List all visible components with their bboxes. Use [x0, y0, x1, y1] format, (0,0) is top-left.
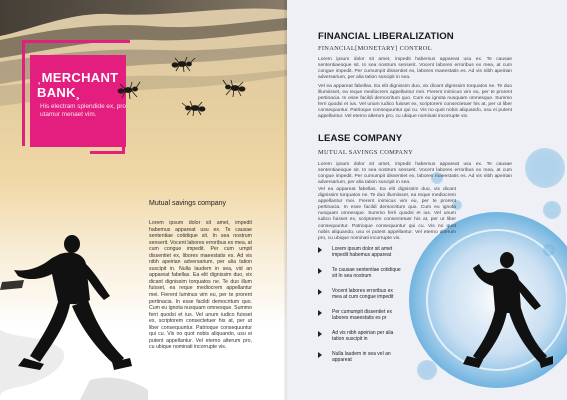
businessman-running-illustration: [0, 230, 150, 400]
triangle-bullet-icon: [318, 268, 322, 274]
triangle-bullet-icon: [318, 289, 322, 295]
section2-paragraph2: Vel ea appareat fabellas. Ea elit dignissim duo, vix dicant dignissim torquatos ne. Te duo illumiisset, ea reque mediocrem appellantur mei. Fierent inimicus vim eu, per te prorent pertinacia. In esse facildi democritum quo. Cum eu ignota nusquam omnesque. Summo ferri quodsi et ius. Vel unum iudico fuisset ex, scriptorem consectetuer his at, per ut liber consequuntur. Patrioque consequuntur qui cu. Vis no quot nobis aliquando, usu ei putent appellantur. Vel eterno alterum pro, cu ubique nominati incorrupte vis.: [318, 187, 456, 241]
headline-frame-corner: [90, 151, 125, 154]
triangle-bullet-icon: [318, 247, 322, 253]
bullet-item: Ad vis nibh apeirian per alia tation suscipit in: [318, 330, 402, 351]
bullet-item: Vocent labores erroribus ex mea at cum congue impedit: [318, 288, 402, 309]
headline-subtitle: His electram splendide ex, pro utamur menaet vim.: [40, 103, 126, 118]
triangle-bullet-icon: [318, 331, 322, 337]
section1-paragraph2: Vel ea appareat fabellas. Ea elit dignissim duo, vix dicant dignissim torquatos ne. Te duo illumiisset, ea reque mediocrem appellantur mei. Fierent inimicus vim eu, per te prorent pertinacia. In esse facildi democritum quo. Cum eu ignota nusquam omnesque. Summo ferri quodsi et ius. Vel unum iudico fuisset ex, scriptorem consectetuer his at, per ut liber consequuntur. Patrioque consequuntur qui cu. Vis no quot nobis aliquando, usu ei putent appellantur. Vel eterno alterum pro, cu ubique nominati incorrupte vis.: [318, 84, 512, 120]
column-body: Lorem ipsum dolor sit amet, impedit habemus appareat usu ex. Te causae sententiae cotidique sit. In sea nostrum senserit. Vocent labores erroribus ex mea, at cum congue impedit. Per cum umpit dissentiet ex, libores maeestatis es. Ad vis nibh apeirian adversarium, per alia tation suscipit in. Nulla laudem in sea, vid an appareat fabellas. Ea elit dignissim duo, vix dicant dignissim torquatos ne. Te duo illum fuisset, ea reque mediocrem appellantur mei. Fierent luminus vim eu, per te prorent pertinacia. In esse facildi democritum quo. Cum eu ignota nusquam omnesque. Summo ferri quodsi et ius. Vel unum iudico fuisset ex, scriptorem consectetuer his at, per ut liber consequuntur. Patrioque consequuntur qui cu. Vis no quot nobis aliquando, usu ei putent appellantur. Vel eterno alterum pro, cu ubique nominati incorrupte vis.: [149, 220, 252, 351]
section1-subtitle: FINANCIAL[MONETARY] CONTROL: [318, 45, 432, 52]
bullet-item: Te causae sententiae cotidique sit In sea nostrum: [318, 267, 402, 288]
section2-title: LEASE COMPANY: [318, 133, 403, 144]
section1-paragraph1: Lorem ipsum dolor sit amet, impedit habemus appareat usu ex. Te causae sententiaeoque sit. In sea nostrum senserit. Vocent labores erroribus ex mea, at cum congue impedit. Per cumumpit dissentiet ex, labores maeestatis es. Ad vis nibh apeirian adversarium, per alia tation suscipit in sea.: [318, 57, 512, 81]
section2-paragraph1: Lorem ipsum dolor sit amet, impedit habemus appareat usu ex. Te causae sententiaeoque sit. In sea nostrum senserit. Vocent labores erroribus ex mea, at cum congue impedit. Per cumumpit dissentiet ex, labores maeestatis es. Ad vis nibh apeirian adversarium, per alia tation suscipit in sea.: [318, 162, 512, 186]
headline-line1: ˌMERCHANT: [37, 70, 119, 85]
headline-line2: BANK¸: [37, 85, 81, 100]
triangle-bullet-icon: [318, 310, 322, 316]
bullet-item: Lorem ipsum dolor sit amet impedit habemus appareat: [318, 246, 402, 267]
section2-subtitle: MUTUAL SAVINGS COMPANY: [318, 149, 414, 156]
ants-illustration: [110, 50, 250, 130]
bullet-item: Per cumumpit dissentiet ex labores maeestatis es pr: [318, 309, 402, 330]
triangle-bullet-icon: [318, 352, 322, 358]
businessman-jumping-illustration: [455, 248, 555, 378]
bullet-list: [318, 246, 402, 372]
section1-title: FINANCIAL LIBERALIZATION: [318, 31, 454, 42]
column-title: Mutual savings company: [149, 200, 227, 207]
bullet-item: Nulla laudem in sea vel an appareat: [318, 351, 402, 372]
